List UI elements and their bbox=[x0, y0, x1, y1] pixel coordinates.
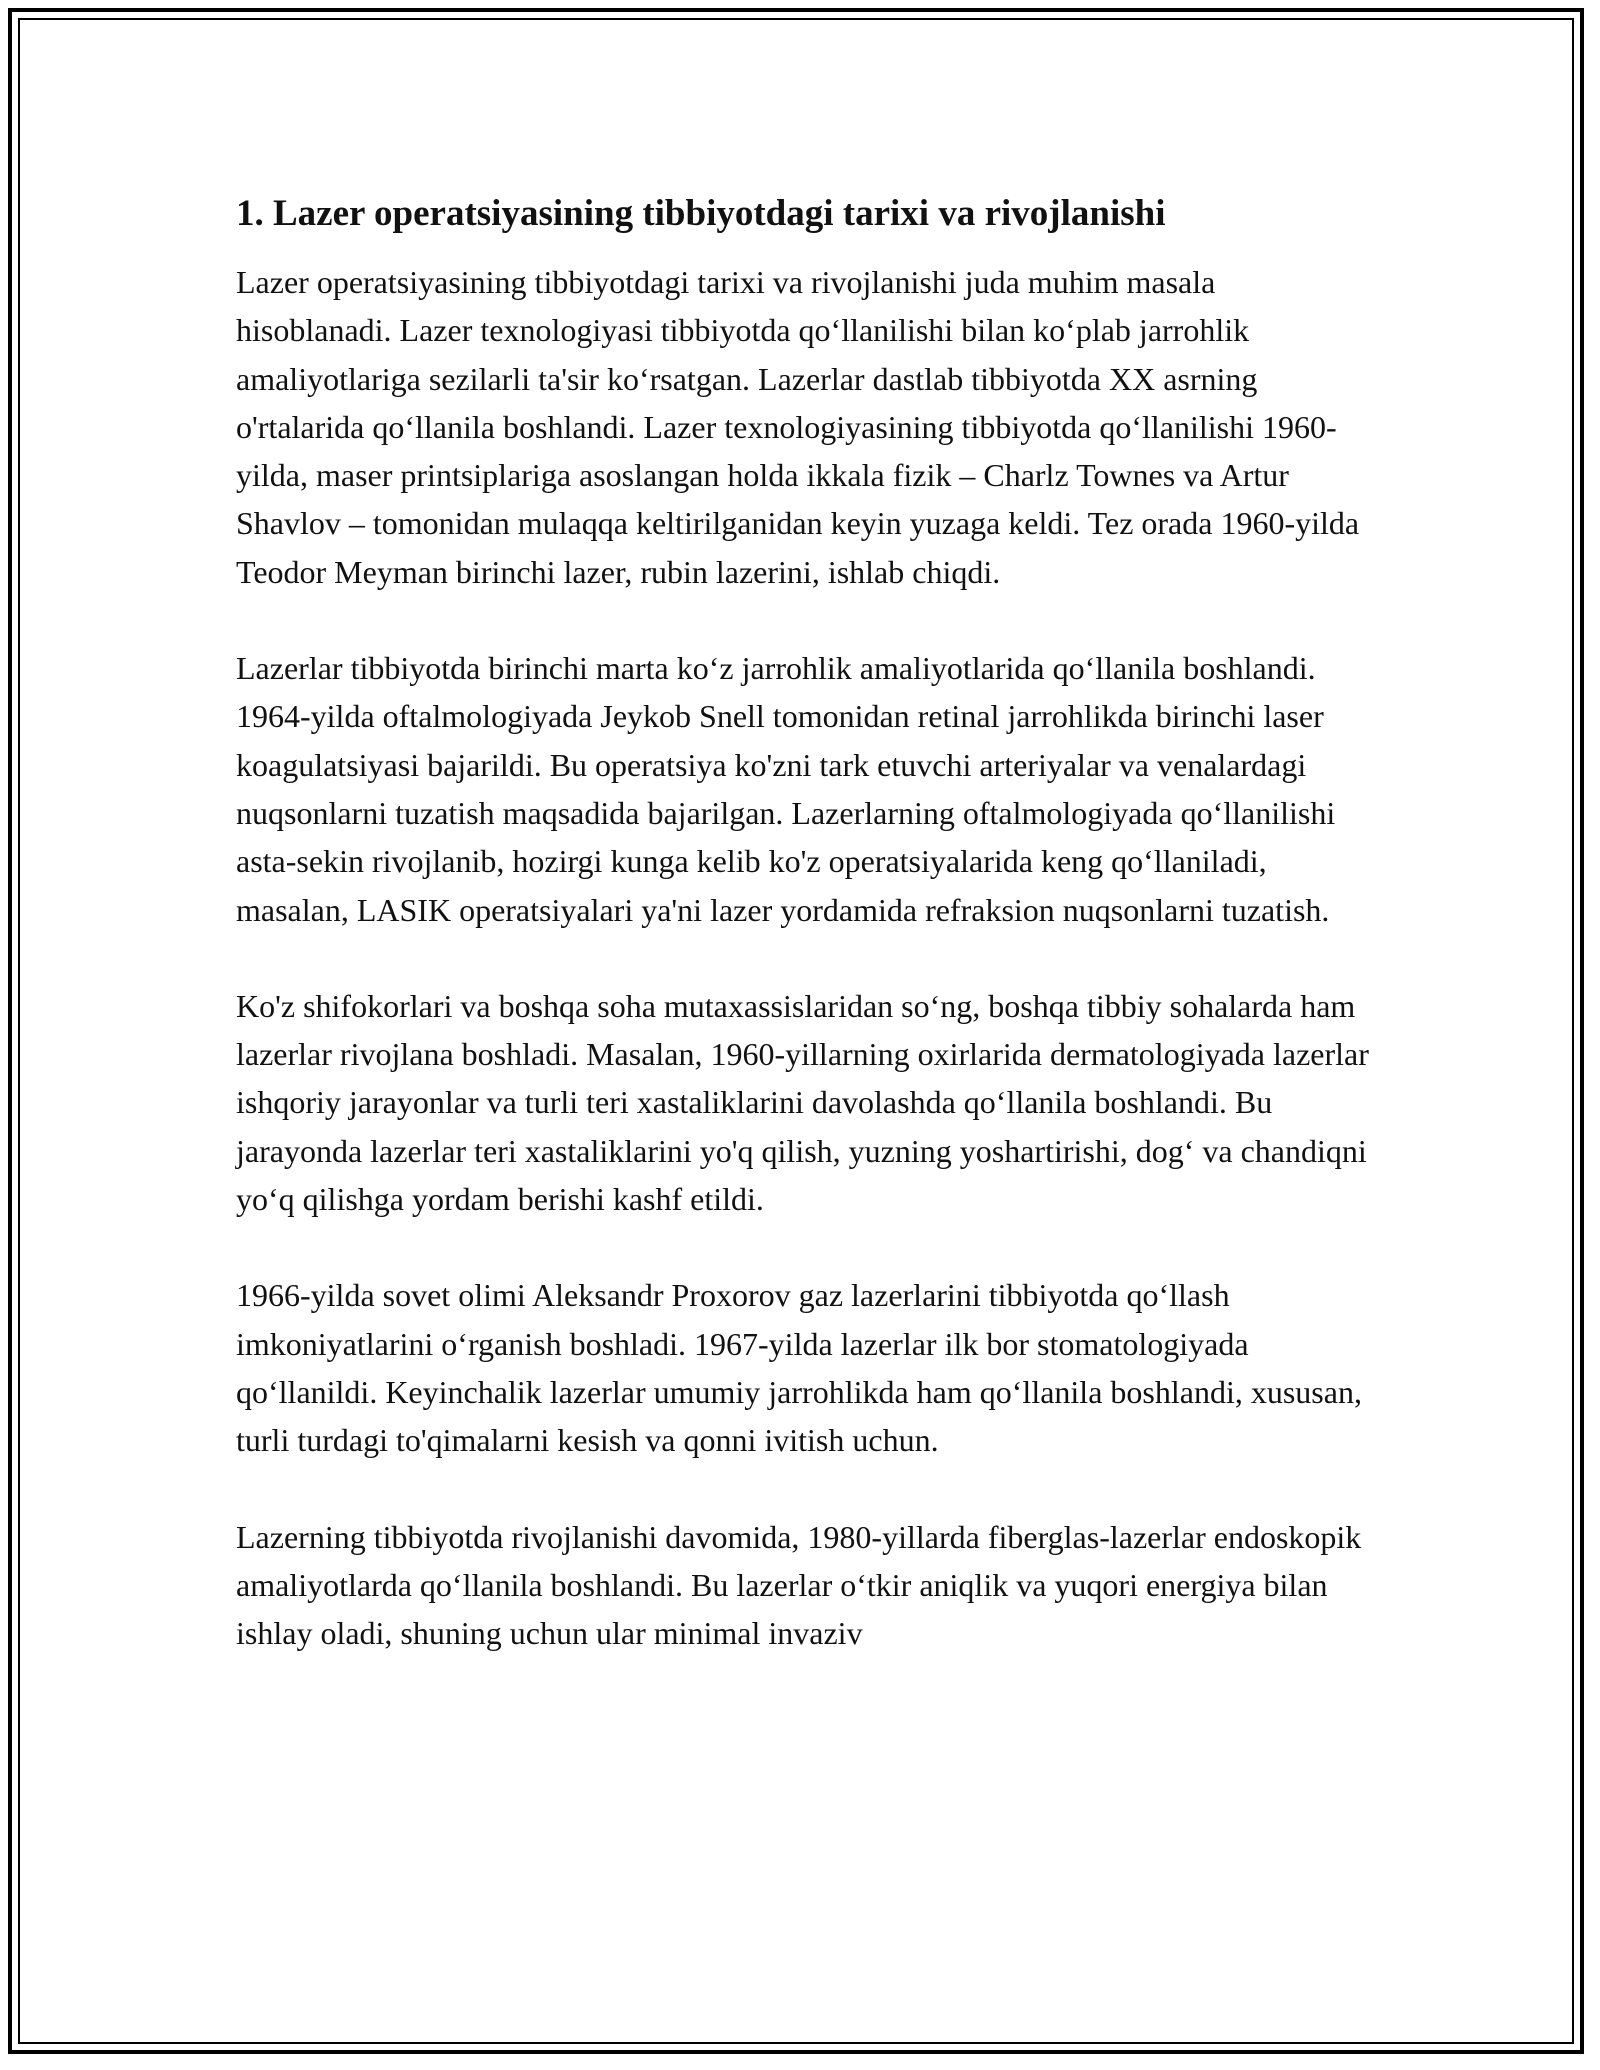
paragraph-4: 1966-yilda sovet olimi Aleksandr Proxorov gaz lazerlarini tibbiyotda qo‘llash imkoniyatlarini o‘rganish boshladi. 1967-yilda lazerlar ilk bor stomatologiyada qo‘llanildi. Keyinchalik lazerlar umumiy jarrohlikda ham qo‘llanila boshlandi, xususan, turli turdagi to'qimalarni kesish va qonni ivitish uchun. bbox=[236, 1277, 1362, 1459]
paragraph-2: Lazerlar tibbiyotda birinchi marta ko‘z jarrohlik amaliyotlarida qo‘llanila boshlandi. 1964-yilda oftalmologiyada Jeykob Snell tomonidan retinal jarrohlikda birinchi laser koagulatsiyasi bajarildi. Bu operatsiya ko'zni tark etuvchi arteriyalar va venalardagi nuqsonlarni tuzatish maqsadida bajarilgan. Lazerlarning oftalmologiyada qo‘llanilishi asta-sekin rivojlanib, hozirgi kunga kelib ko'z operatsiyalarida keng qo‘llaniladi, masalan, LASIK operatsiyalari ya'ni lazer yordamida refraksion nuqsonlarni tuzatish. bbox=[236, 650, 1336, 928]
section-heading: 1. Lazer operatsiyasining tibbiyotdagi tarixi va rivojlanishi bbox=[236, 193, 1166, 234]
document-body bbox=[236, 186, 1376, 1705]
paragraph-5: Lazerning tibbiyotda rivojlanishi davomida, 1980-yillarda fiberglas-lazerlar endoskopik amaliyotlarda qo‘llanila boshlandi. Bu lazerlar o‘tkir aniqlik va yuqori energiya bilan ishlay oladi, shuning uchun ular minimal invaziv bbox=[236, 1518, 1362, 1652]
paragraph-3: Ko'z shifokorlari va boshqa soha mutaxassislaridan so‘ng, boshqa tibbiy sohalarda ham lazerlar rivojlana boshladi. Masalan, 1960-yillarning oxirlarida dermatologiyada lazerlar ishqoriy jarayonlar va turli teri xastaliklarini davolashda qo‘llanila boshlandi. Bu jarayonda lazerlar teri xastaliklarini yo'q qilish, yuzning yoshartirishi, dog‘ va chandiqni yo‘q qilishga yordam berishi kashf etildi. bbox=[236, 987, 1369, 1218]
paragraph-1: Lazer operatsiyasining tibbiyotdagi tarixi va rivojlanishi juda muhim masala hisoblanadi. Lazer texnologiyasi tibbiyotda qo‘llanilishi bilan ko‘plab jarrohlik amaliyotlariga sezilarli ta'sir ko‘rsatgan. Lazerlar dastlab tibbiyotda XX asrning o'rtalarida qo‘llanila boshlandi. Lazer texnologiyasining tibbiyotda qo‘llanilishi 1960-yilda, maser printsiplariga asoslangan holda ikkala fizik – Charlz Townes va Artur Shavlov – tomonidan mulaqqa keltirilganidan keyin yuzaga keldi. Tez orada 1960-yilda Teodor Meyman birinchi lazer, rubin lazerini, ishlab chiqdi. bbox=[236, 264, 1360, 590]
